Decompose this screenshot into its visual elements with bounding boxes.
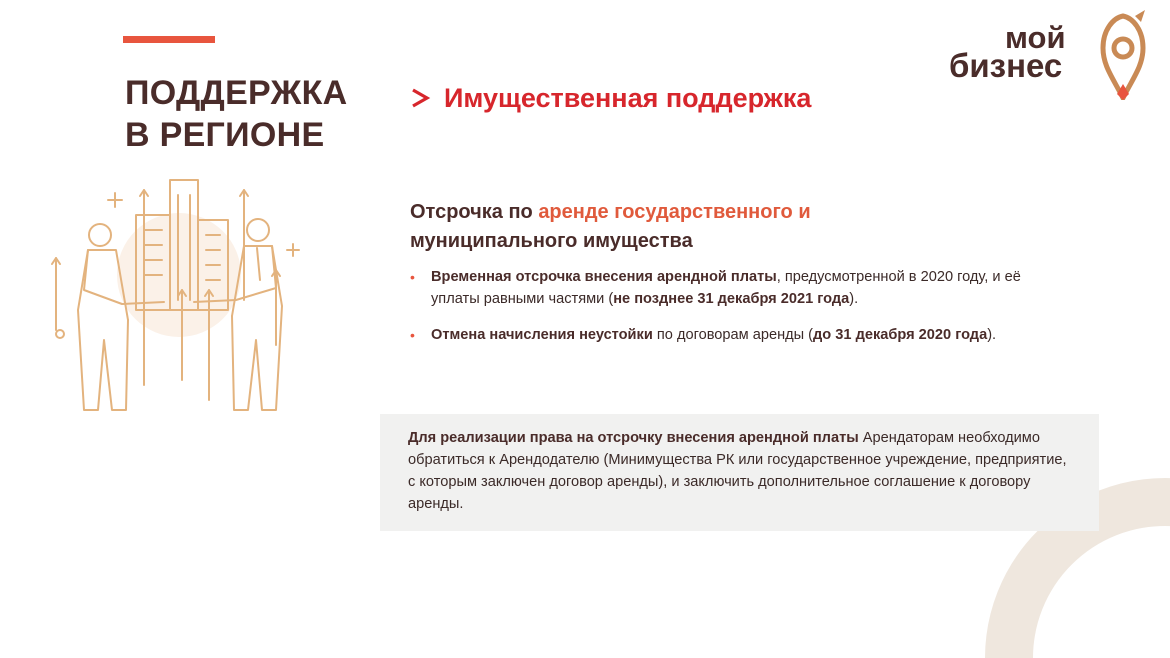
heading bbox=[410, 80, 811, 116]
bullet-bold-date: не позднее 31 декабря 2021 года bbox=[613, 291, 850, 307]
logo bbox=[945, 8, 1160, 103]
bullet-bold: Временная отсрочка внесения арендной платы bbox=[431, 269, 777, 285]
note-bold: Для реализации права на отсрочку внесения арендной платы bbox=[408, 430, 859, 446]
section-title bbox=[125, 72, 348, 156]
bullet-text: по договорам аренды ( bbox=[652, 327, 814, 343]
subheading bbox=[410, 198, 880, 256]
bullet-bold: Отмена начисления неустойки bbox=[431, 327, 653, 343]
subheading-highlight: аренде государственного и bbox=[538, 201, 811, 223]
bullet-list bbox=[410, 266, 1050, 360]
bullet-tail: ). bbox=[849, 291, 859, 307]
note-box bbox=[380, 414, 1099, 531]
section-title-line2: В РЕГИОНЕ bbox=[125, 116, 325, 154]
note-text: Арендаторам необходимо обратиться к Арендодателю (Минимущества РК или государственное учреждение, предприятие, с которым заключен договор аренды), и заключить дополнительное соглашение к договору аренды. bbox=[408, 430, 1067, 512]
list-item bbox=[410, 266, 1050, 310]
bullet-text: , предусмотренной в 2020 году, и её уплаты равными частями ( bbox=[431, 269, 1021, 307]
section-title-line1: ПОДДЕРЖКА bbox=[125, 74, 348, 112]
accent-bar bbox=[123, 36, 215, 43]
logo-text-line1: мой bbox=[1005, 20, 1066, 55]
subheading-prefix: Отсрочка по bbox=[410, 201, 539, 223]
logo-text-line2: бизнес bbox=[949, 47, 1063, 84]
bullet-dot-icon: • bbox=[410, 269, 415, 285]
bullet-bold-date: до 31 декабря 2020 года bbox=[813, 327, 988, 343]
bullet-dot-icon: • bbox=[410, 327, 415, 343]
bullet-tail: ). bbox=[987, 327, 997, 343]
handshake-illustration bbox=[44, 170, 314, 420]
heading-text: Имущественная поддержка bbox=[444, 83, 812, 113]
list-item bbox=[410, 324, 1050, 346]
rocket-pin-icon bbox=[1097, 8, 1149, 100]
arrow-right-icon bbox=[410, 87, 432, 109]
subheading-rest: муниципального имущества bbox=[410, 230, 693, 252]
